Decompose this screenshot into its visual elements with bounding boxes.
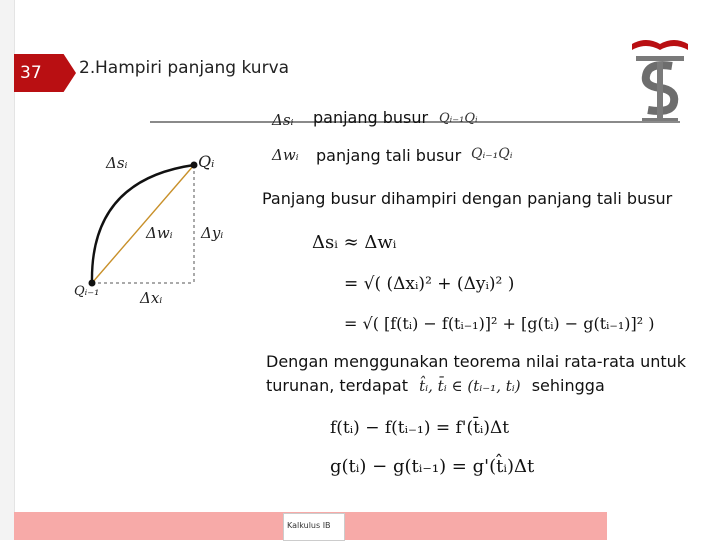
label-q-prev: Qᵢ₋₁ (74, 284, 100, 299)
slide-number: 37 (20, 63, 42, 83)
label-q: Qᵢ (198, 152, 215, 171)
label-dx: Δxᵢ (140, 289, 163, 307)
mvt-equation-f: f(tᵢ) − f(tᵢ₋₁) = f'(t̄ᵢ)Δt (330, 418, 510, 438)
footer-course-label: Kalkulus IB (287, 521, 331, 530)
label-ds: Δsᵢ (106, 154, 128, 172)
def-text-arc-length: panjang busur (313, 108, 429, 127)
mvt-equation-g: g(tᵢ) − g(tᵢ₋₁) = g'(t̂ᵢ)Δt (330, 456, 535, 477)
theorem-interval: t̂ᵢ, t̄ᵢ ∈ (tᵢ₋₁, tᵢ) (419, 377, 521, 395)
def-tail-arc: Qᵢ₋₁Qᵢ (439, 111, 478, 126)
def-symbol-dw: Δwᵢ (272, 146, 299, 164)
item-prefix: 2. (79, 58, 96, 78)
theorem-line-2-start: turunan, terdapat (266, 376, 408, 395)
institution-logo-icon (622, 34, 698, 124)
def-tail-chord: Qᵢ₋₁Qᵢ (471, 146, 513, 162)
def-text-chord-length: panjang tali busur (316, 146, 462, 165)
equation-step-2: = √( [f(tᵢ) − f(tᵢ₋₁)]² + [g(tᵢ) − g(tᵢ₋₁)]² ) (344, 314, 655, 333)
label-dy: Δyᵢ (201, 224, 224, 242)
label-dw: Δwᵢ (146, 224, 173, 242)
chord-line (92, 165, 194, 283)
left-margin-band (0, 0, 15, 540)
equation-step-1: = √( (Δxᵢ)² + (Δyᵢ)² ) (344, 274, 515, 294)
def-symbol-ds: Δsᵢ (272, 111, 294, 129)
point-q (191, 162, 198, 169)
equation-approx: Δsᵢ ≈ Δwᵢ (312, 232, 397, 253)
theorem-line-1: Dengan menggunakan teorema nilai rata-rata untuk (266, 352, 687, 371)
theorem-line-2 (266, 374, 686, 398)
theorem-line-2-end: sehingga (531, 376, 605, 395)
section-title: Hampiri panjang kurva (95, 58, 290, 78)
mean-value-theorem-text (266, 350, 686, 398)
approximation-statement: Panjang busur dihampiri dengan panjang tali busur (262, 189, 673, 208)
